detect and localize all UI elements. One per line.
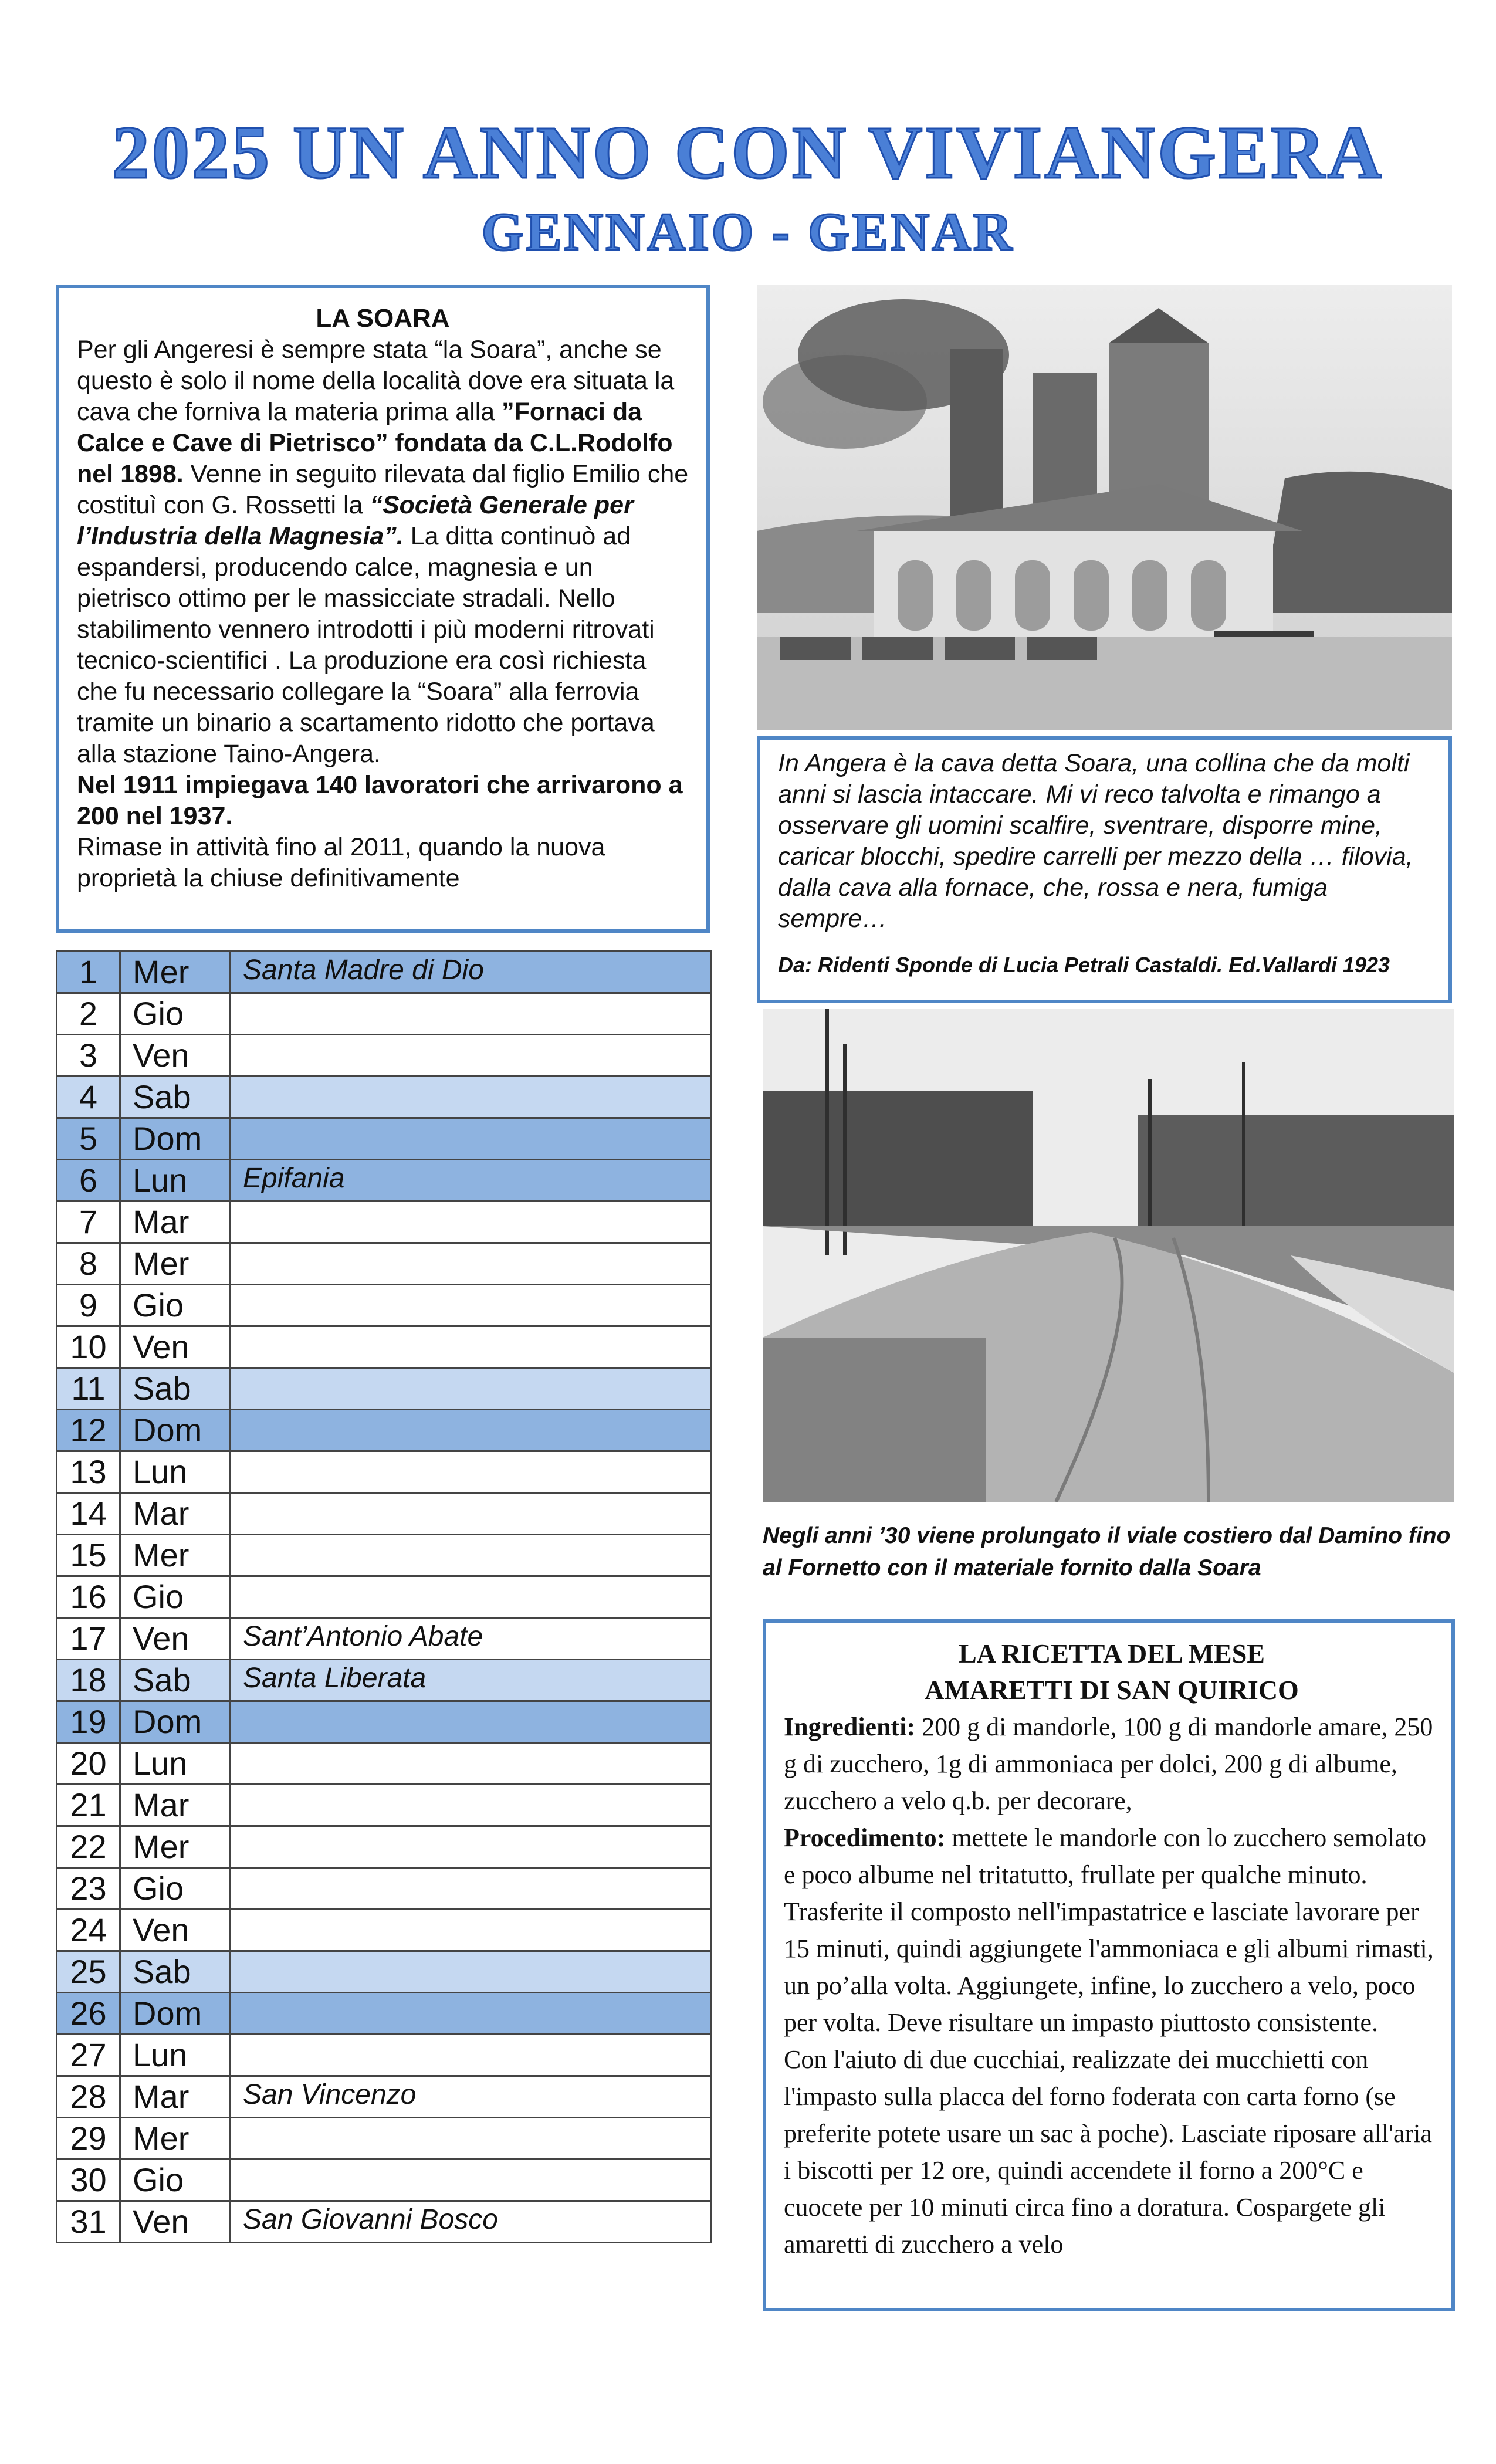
calendar-weekday: Ven: [120, 1910, 231, 1951]
calendar-note: [231, 1118, 711, 1160]
calendar-note: [231, 1201, 711, 1243]
calendar-row: [57, 1201, 711, 1243]
calendar-weekday: Lun: [120, 1743, 231, 1785]
calendar-note: [231, 993, 711, 1035]
calendar-weekday: Sab: [120, 1951, 231, 1993]
calendar-row: [57, 1660, 711, 1701]
soara-text-1: Per gli Angeresi è sempre stata “la Soara”, anche se questo è solo il nome della località dove era situata la cava che forniva la materia prima alla: [77, 336, 675, 426]
calendar-note: [231, 1243, 711, 1285]
calendar-weekday: Gio: [120, 1868, 231, 1910]
soara-bold-3: Nel 1911 impiegava 140 lavoratori che arrivarono a 200 nel 1937.: [77, 771, 683, 830]
calendar-weekday: Dom: [120, 1118, 231, 1160]
calendar-day-number: 7: [57, 1201, 120, 1243]
calendar-row: [57, 1826, 711, 1868]
calendar-weekday: Dom: [120, 1410, 231, 1451]
calendar-note: Santa Liberata: [231, 1660, 711, 1701]
calendar-day-number: 13: [57, 1451, 120, 1493]
calendar-note: [231, 1910, 711, 1951]
calendar-day-number: 21: [57, 1785, 120, 1826]
calendar-weekday: Mer: [120, 1826, 231, 1868]
calendar-row: [57, 1868, 711, 1910]
calendar-day-number: 29: [57, 2118, 120, 2160]
calendar-day-number: 28: [57, 2076, 120, 2118]
calendar-weekday: Sab: [120, 1368, 231, 1410]
calendar-day-number: 17: [57, 1618, 120, 1660]
calendar-weekday: Sab: [120, 1077, 231, 1118]
quote-text: In Angera è la cava detta Soara, una collina che da molti anni si lascia intaccare. Mi vi reco talvolta e rimango a osservare gli uomini scalfire, sventrare, disporre mine, caricar blocchi, spedire carrelli per mezzo della … filovia, dalla cava alla fornace, che, rossa e nera, fumiga sempre…: [778, 749, 1413, 933]
soara-text-2: Venne in seguito rilevata dal figlio Emilio che costituì con G. Rossetti la: [77, 460, 689, 519]
calendar-note: [231, 2160, 711, 2201]
quote-source: Da: Ridenti Sponde di Lucia Petrali Castaldi. Ed.Vallardi 1923: [778, 953, 1390, 977]
calendar-note: [231, 1077, 711, 1118]
soara-heading: LA SOARA: [316, 304, 450, 333]
calendar-day-number: 26: [57, 1993, 120, 2035]
page-title: 2025 UN ANNO CON VIVIANGERA: [112, 111, 1384, 194]
calendar-note: [231, 1743, 711, 1785]
quote-box: [757, 736, 1452, 1003]
calendar-weekday: Lun: [120, 2035, 231, 2076]
calendar-note: [231, 1826, 711, 1868]
recipe-title: AMARETTI DI SAN QUIRICO: [925, 1675, 1299, 1705]
calendar-row: [57, 2035, 711, 2076]
calendar-row: [57, 1410, 711, 1451]
recipe-heading: LA RICETTA DEL MESE: [959, 1639, 1265, 1668]
calendar-row: [57, 1368, 711, 1410]
road-photo: [763, 1009, 1454, 1502]
calendar-note: [231, 1285, 711, 1326]
calendar-day-number: 10: [57, 1326, 120, 1368]
calendar-note: Santa Madre di Dio: [231, 952, 711, 993]
calendar-weekday: Ven: [120, 1618, 231, 1660]
calendar-row: [57, 1285, 711, 1326]
calendar-day-number: 27: [57, 2035, 120, 2076]
page-subtitle: GENNAIO - GENAR: [481, 202, 1015, 262]
calendar-day-number: 16: [57, 1576, 120, 1618]
calendar-row: [57, 2118, 711, 2160]
calendar-note: [231, 2118, 711, 2160]
soara-text-3: La ditta continuò ad espandersi, producendo calce, magnesia e un pietrisco ottimo per le massicciate stradali. Nello stabilimento vennero introdotti i più moderni ritrovati tecnico-scientifici . La produzione era così richiesta che fu necessario collegare la “Soara” alla ferrovia tramite un binario a scartamento ridotto che portava alla stazione Taino-Angera.: [77, 522, 655, 768]
calendar-weekday: Gio: [120, 2160, 231, 2201]
calendar-note: [231, 1535, 711, 1576]
calendar-day-number: 4: [57, 1077, 120, 1118]
calendar-note: [231, 1368, 711, 1410]
calendar-row: [57, 1160, 711, 1201]
calendar-note: [231, 1493, 711, 1535]
calendar-day-number: 9: [57, 1285, 120, 1326]
road-photo-caption: Negli anni ’30 viene prolungato il viale costiero dal Damino fino al Fornetto con il materiale fornito dalla Soara: [763, 1523, 1451, 1580]
calendar-row: [57, 2076, 711, 2118]
calendar-weekday: Mer: [120, 1535, 231, 1576]
soara-body: [77, 334, 689, 770]
calendar-row: [57, 1993, 711, 2035]
calendar-row: [57, 952, 711, 993]
calendar-row: [57, 1493, 711, 1535]
calendar-table: [56, 950, 712, 2243]
calendar-row: [57, 1451, 711, 1493]
calendar-row: [57, 1035, 711, 1077]
calendar-weekday: Ven: [120, 1326, 231, 1368]
calendar-row: [57, 1535, 711, 1576]
road-illustration: [763, 1009, 1454, 1502]
soara-text-box: [56, 285, 710, 933]
calendar-note: [231, 1701, 711, 1743]
calendar-row: [57, 1618, 711, 1660]
soara-bold-2: “Società Generale per l’Industria della Magnesia”.: [77, 491, 634, 550]
calendar-row: [57, 1910, 711, 1951]
calendar-day-number: 8: [57, 1243, 120, 1285]
calendar-day-number: 14: [57, 1493, 120, 1535]
calendar-row: [57, 1243, 711, 1285]
calendar-note: San Giovanni Bosco: [231, 2201, 711, 2243]
calendar-note: Sant’Antonio Abate: [231, 1618, 711, 1660]
calendar-weekday: Mar: [120, 1201, 231, 1243]
calendar-day-number: 5: [57, 1118, 120, 1160]
ingredients-text: 200 g di mandorle, 100 g di mandorle amare, 250 g di zucchero, 1g di ammoniaca per dolci, 200 g di albume, zucchero a velo q.b. per decorare,: [784, 1712, 1433, 1815]
calendar-row: [57, 2160, 711, 2201]
furnace-photo: [757, 285, 1452, 730]
calendar-row: [57, 1326, 711, 1368]
calendar-weekday: Dom: [120, 1993, 231, 2035]
calendar-weekday: Mar: [120, 2076, 231, 2118]
calendar-row: [57, 2201, 711, 2243]
calendar-weekday: Ven: [120, 2201, 231, 2243]
calendar-weekday: Mer: [120, 2118, 231, 2160]
calendar-weekday: Mar: [120, 1493, 231, 1535]
furnace-illustration: [757, 285, 1452, 730]
calendar-day-number: 19: [57, 1701, 120, 1743]
calendar-day-number: 31: [57, 2201, 120, 2243]
calendar-day-number: 23: [57, 1868, 120, 1910]
recipe-box: [763, 1619, 1455, 2311]
calendar-row: [57, 993, 711, 1035]
calendar-weekday: Dom: [120, 1701, 231, 1743]
calendar-day-number: 12: [57, 1410, 120, 1451]
calendar-weekday: Lun: [120, 1160, 231, 1201]
calendar-day-number: 24: [57, 1910, 120, 1951]
calendar-weekday: Mer: [120, 952, 231, 993]
calendar-weekday: Gio: [120, 993, 231, 1035]
calendar-note: [231, 1868, 711, 1910]
calendar-note: [231, 1410, 711, 1451]
calendar-row: [57, 1785, 711, 1826]
recipe-procedure: [784, 1819, 1440, 2041]
calendar-note: [231, 1326, 711, 1368]
calendar-row: [57, 1077, 711, 1118]
recipe-procedure-2: Con l'aiuto di due cucchiai, realizzate dei mucchietti con l'impasto sulla placca del forno foderata con carta forno (se preferite potete usare un sac à poche). Lasciate riposare all'aria i biscotti per 12 ore, quindi accendete il forno a 200°C e cuocete per 10 minuti circa fino a doratura. Cospargete gli amaretti di zucchero a velo: [784, 2045, 1432, 2259]
calendar-note: Epifania: [231, 1160, 711, 1201]
ingredients-label: Ingredienti:: [784, 1712, 916, 1741]
calendar-day-number: 1: [57, 952, 120, 993]
calendar-weekday: Ven: [120, 1035, 231, 1077]
calendar-note: San Vincenzo: [231, 2076, 711, 2118]
calendar-note: [231, 1576, 711, 1618]
calendar-note: [231, 1451, 711, 1493]
calendar-day-number: 6: [57, 1160, 120, 1201]
soara-workers: [77, 770, 689, 832]
calendar-weekday: Sab: [120, 1660, 231, 1701]
soara-bold-1: ”Fornaci da Calce e Cave di Pietrisco” fondata da C.L.Rodolfo nel 1898.: [77, 398, 673, 488]
recipe-ingredients: [784, 1708, 1440, 1819]
calendar-weekday: Gio: [120, 1576, 231, 1618]
calendar-day-number: 2: [57, 993, 120, 1035]
calendar-row: [57, 1118, 711, 1160]
calendar-row: [57, 1576, 711, 1618]
calendar-note: [231, 1785, 711, 1826]
soara-closure: Rimase in attività fino al 2011, quando la nuova proprietà la chiuse definitivamente: [77, 833, 605, 892]
calendar-weekday: Lun: [120, 1451, 231, 1493]
calendar-day-number: 15: [57, 1535, 120, 1576]
calendar-weekday: Mar: [120, 1785, 231, 1826]
calendar-day-number: 22: [57, 1826, 120, 1868]
calendar-day-number: 30: [57, 2160, 120, 2201]
calendar-row: [57, 1951, 711, 1993]
calendar-note: [231, 1035, 711, 1077]
calendar-day-number: 18: [57, 1660, 120, 1701]
calendar-row: [57, 1701, 711, 1743]
procedure-text: mettete le mandorle con lo zucchero semolato e poco albume nel tritatutto, frullate per qualche minuto. Trasferite il composto nell'impastatrice e lasciate lavorare per 15 minuti, quindi aggiungete l'ammoniaca e gli albumi rimasti, un po’alla volta. Aggiungete, infine, lo zucchero a velo, poco per volta. Deve risultare un impasto piuttosto consistente.: [784, 1823, 1434, 2037]
calendar-row: [57, 1743, 711, 1785]
calendar-day-number: 25: [57, 1951, 120, 1993]
procedure-label: Procedimento:: [784, 1823, 946, 1852]
calendar-day-number: 3: [57, 1035, 120, 1077]
calendar-weekday: Gio: [120, 1285, 231, 1326]
calendar-weekday: Mer: [120, 1243, 231, 1285]
calendar-note: [231, 1951, 711, 1993]
calendar-note: [231, 2035, 711, 2076]
calendar-day-number: 20: [57, 1743, 120, 1785]
calendar-note: [231, 1993, 711, 2035]
calendar-day-number: 11: [57, 1368, 120, 1410]
